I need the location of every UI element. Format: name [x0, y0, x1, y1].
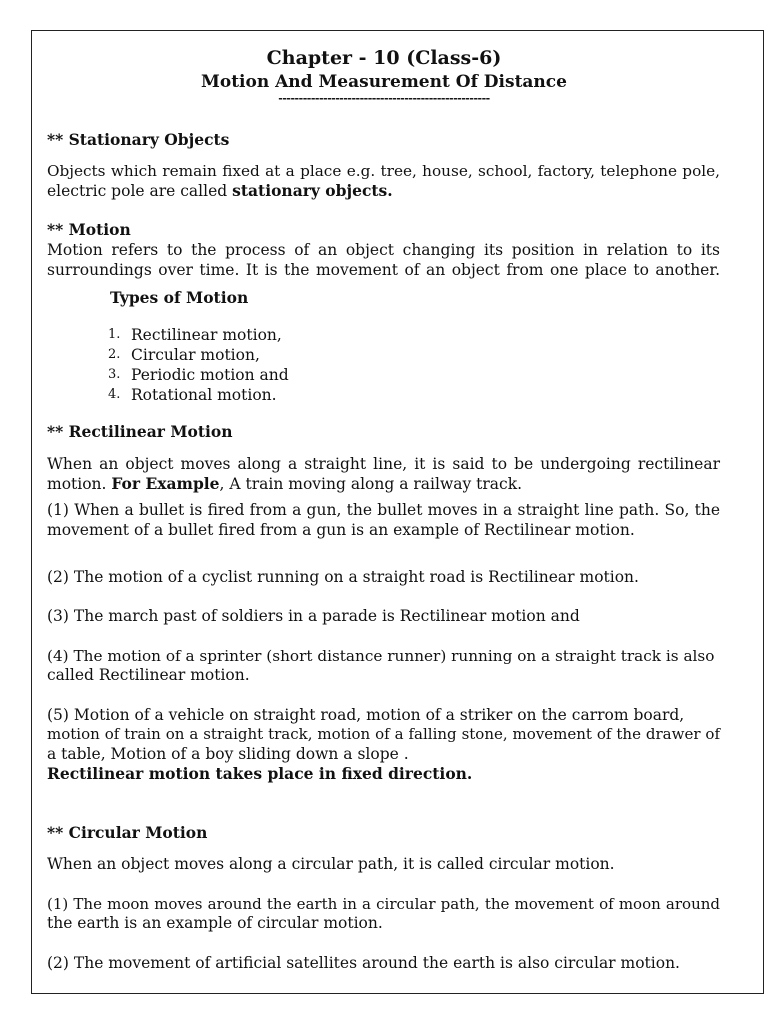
circular-example-line: (1) The moon moves around the earth in a circular path, the movement of moon around: [47, 895, 720, 913]
circular-example-line: (2) The movement of artificial satellites around the earth is also circular motion.: [47, 954, 680, 972]
motion-heading: ** Motion: [47, 220, 131, 239]
rectilinear-example-line: (3) The march past of soldiers in a parade is Rectilinear motion and: [47, 607, 580, 625]
stationary-term: stationary objects.: [232, 181, 393, 200]
rectilinear-example-line: (1) When a bullet is fired from a gun, the bullet moves in a straight line path. So, the: [47, 501, 720, 519]
rectilinear-example-line: (5) Motion of a vehicle on straight road, motion of a striker on the carrom board,: [47, 706, 685, 724]
types-heading: Types of Motion: [110, 288, 249, 307]
list-number: 1.: [108, 327, 121, 342]
list-item: Circular motion,: [131, 346, 260, 364]
circular-text-line: When an object moves along a circular path, it is called circular motion.: [47, 855, 615, 873]
circular-heading: ** Circular Motion: [47, 823, 208, 842]
stationary-heading: ** Stationary Objects: [47, 130, 230, 149]
motion-text-line: surroundings over time. It is the movement of an object from one place to another.: [47, 261, 720, 279]
rectilinear-example-line: motion of train on a straight track, motion of a falling stone, movement of the drawer of: [47, 725, 720, 743]
rectilinear-example-line: called Rectilinear motion.: [47, 666, 250, 684]
list-number: 4.: [108, 387, 121, 402]
list-number: 2.: [108, 347, 121, 362]
rectilinear-text-line: When an object moves along a straight line, it is said to be undergoing rectilinear: [47, 455, 720, 473]
rectilinear-conclusion: Rectilinear motion takes place in fixed direction.: [47, 764, 473, 783]
rectilinear-example-line: (4) The motion of a sprinter (short distance runner) running on a straight track is also: [47, 647, 715, 665]
list-item: Rectilinear motion,: [131, 326, 282, 344]
motion-text-line: Motion refers to the process of an object changing its position in relation to its: [47, 241, 720, 259]
stationary-text-line: electric pole are called stationary objects.: [47, 181, 393, 200]
rectilinear-example-line: a table, Motion of a boy sliding down a slope .: [47, 745, 409, 763]
rectilinear-heading: ** Rectilinear Motion: [47, 422, 233, 441]
stationary-text-line: Objects which remain fixed at a place e.g. tree, house, school, factory, telephone pole,: [47, 162, 720, 180]
example-label: For Example: [111, 474, 220, 493]
rectilinear-example-line: movement of a bullet fired from a gun is an example of Rectilinear motion.: [47, 521, 635, 539]
circular-example-line: the earth is an example of circular motion.: [47, 914, 383, 932]
list-item: Periodic motion and: [131, 366, 289, 384]
list-item: Rotational motion.: [131, 386, 277, 404]
rectilinear-text-line: motion. For Example, A train moving along a railway track.: [47, 474, 523, 493]
rectilinear-example-line: (2) The motion of a cyclist running on a straight road is Rectilinear motion.: [47, 568, 639, 586]
list-number: 3.: [108, 367, 121, 382]
chapter-subtitle: Motion And Measurement Of Distance: [201, 72, 567, 92]
title-divider: ----------------------------------------------------: [278, 92, 490, 105]
chapter-title: Chapter - 10 (Class-6): [266, 47, 502, 69]
